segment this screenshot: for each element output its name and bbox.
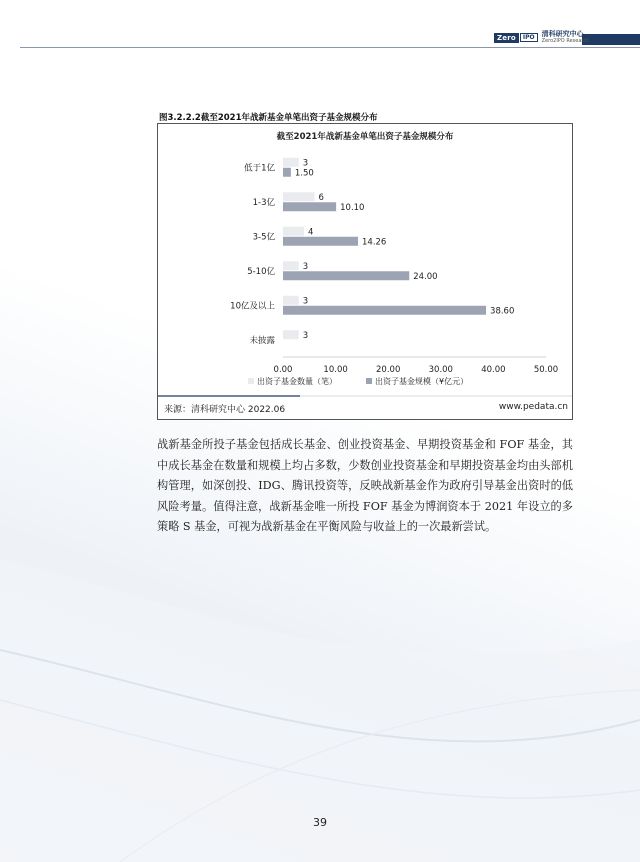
data-label-count: 3 [302,158,309,169]
data-label-count: 3 [302,330,309,341]
x-tick-label: 40.00 [481,365,506,375]
data-label-scale: 38.60 [490,306,515,317]
logo-zero: Zero [494,33,519,43]
data-label-count: 6 [318,192,324,203]
data-label-count: 3 [302,261,309,272]
bar-count [283,261,299,270]
body-paragraph: 战新基金所投子基金包括成长基金、创业投资基金、早期投资基金和 FOF 基金，其中成长基金在数量和规模上均占多数，少数创业投资基金和早期投资基金均由头部机构管理，如深创投、IDG、腾讯投资等，反映战新基金作为政府引导基金出资时的低风险考量。值得注意，战新基金唯一所投 FOF 基金为博润资本于 2021 年设立的多策略 S 基金，可视为战新基金在平衡风险与收益上的一次最新尝试。 [157,438,573,533]
bar-count [283,192,315,201]
category-label: 低于1亿 [244,163,275,174]
bar-chart [0,0,640,430]
category-label: 10亿及以上 [230,301,275,312]
bar-scale [283,168,291,177]
data-label-scale: 1.50 [294,168,314,179]
category-label: 5-10亿 [247,266,275,277]
category-label: 未披露 [249,335,275,346]
legend-swatch-scale [366,378,372,384]
x-tick-label: 10.00 [323,365,348,375]
legend-label-scale: 出资子基金规模（¥亿元） [375,377,469,386]
bar-count [283,227,304,236]
data-label-count: 4 [308,227,314,238]
category-label: 1-3亿 [252,197,275,208]
bar-count [283,296,299,305]
category-label: 3-5亿 [252,232,275,243]
data-label-count: 3 [302,296,309,307]
data-label-scale: 10.10 [340,202,365,213]
org-name-cn: 清科研究中心 [541,30,584,38]
page-number: 39 [313,816,327,829]
figure-caption: 图3.2.2.2截至2021年战新基金单笔出资子基金规模分布 [159,113,378,123]
legend-swatch-count [248,378,254,384]
data-label-scale: 14.26 [362,237,387,248]
legend-label-count: 出资子基金数量（笔） [257,377,337,386]
x-tick-label: 0.00 [273,365,293,375]
source-url: www.pedata.cn [498,402,568,412]
x-tick-label: 20.00 [376,365,401,375]
bar-count [283,158,299,167]
bar-scale [283,237,358,246]
x-tick-label: 50.00 [533,365,559,375]
org-name-en: Zero2IPO Research [541,38,590,44]
logo-ipo: IPO [520,33,538,42]
bar-scale [283,202,336,211]
bar-scale [283,271,409,280]
data-label-scale: 24.00 [413,271,438,282]
x-tick-label: 30.00 [428,365,453,375]
bar-scale [283,306,486,315]
chart-title: 截至2021年战新基金单笔出资子基金规模分布 [276,132,454,142]
source-label: 来源：清科研究中心 2022.06 [164,405,286,415]
bar-count [283,330,299,339]
